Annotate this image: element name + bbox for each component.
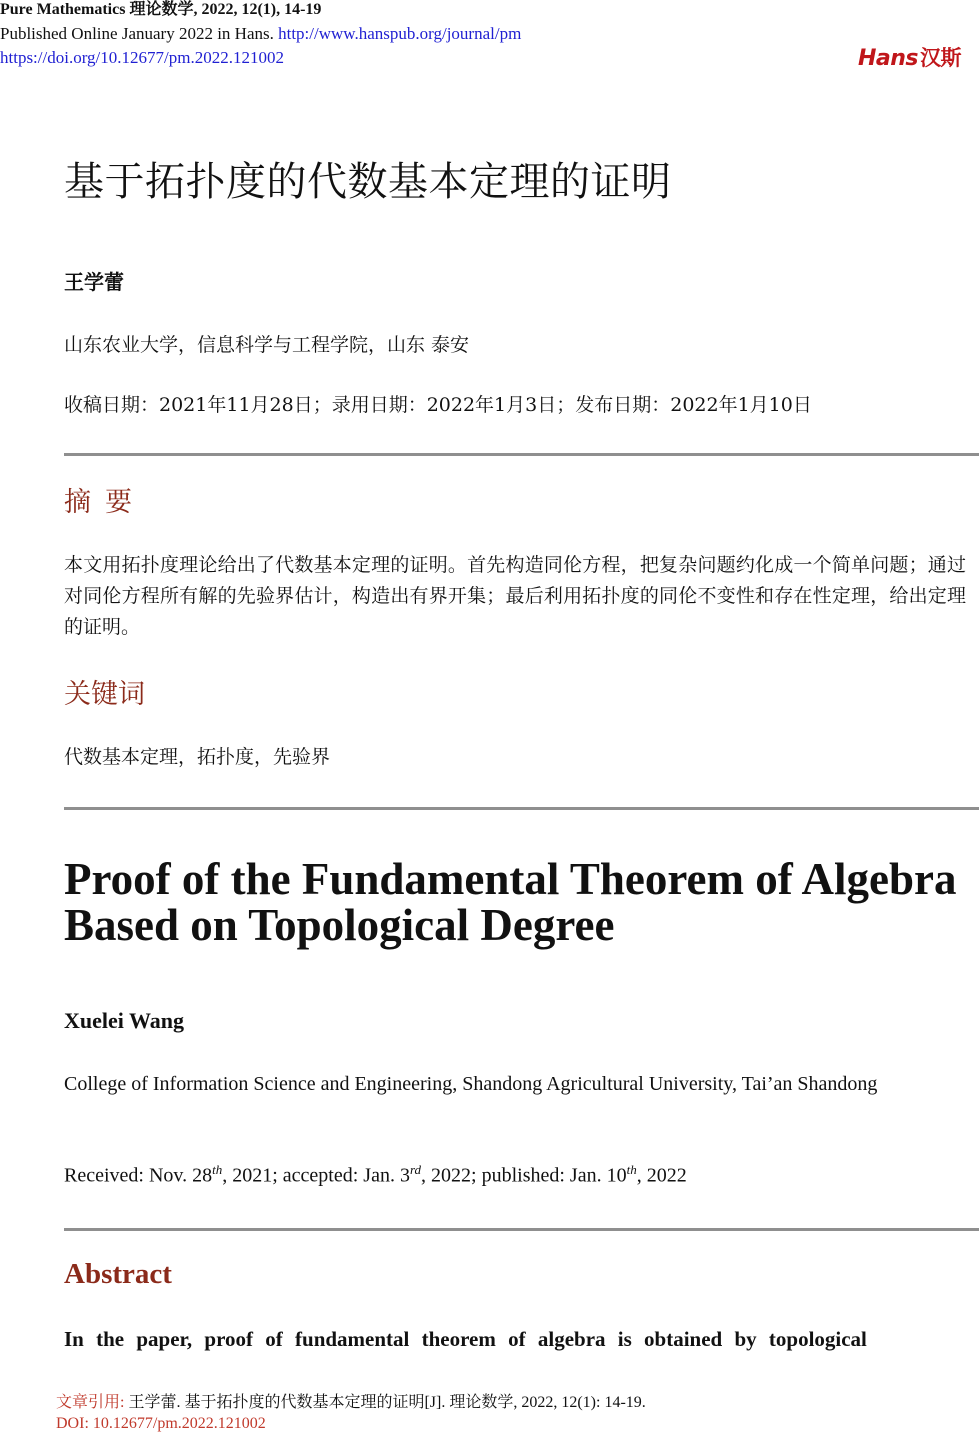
chinese-title: 基于拓扑度的代数基本定理的证明 [64,159,672,205]
citation-text: 王学蕾. 基于拓扑度的代数基本定理的证明[J]. 理论数学, 2022, 12(1): 14-19. [124,1394,646,1411]
published-text: Published Online January 2022 in Hans. [0,24,274,43]
logo-latin: Hans [857,46,918,71]
chinese-abstract-heading: 摘要 [64,487,146,518]
accepted-sup: rd [409,1162,422,1177]
english-abstract-body: In the paper, proof of fundamental theorem of algebra is obtained by topological [64,1327,867,1351]
english-title: Proof of the Fundamental Theorem of Algebra Based on Topological Degree [64,854,957,950]
published-line [0,24,521,44]
citation-label: 文章引用: [56,1394,125,1411]
journal-url-link[interactable]: http://www.hanspub.org/journal/pm [278,24,522,43]
chinese-affiliation: 山东农业大学，信息科学与工程学院，山东 泰安 [64,334,470,356]
published-year: , 2022 [636,1164,687,1187]
accepted-year: , 2022; published: Jan. 10 [421,1164,627,1187]
received-label: Received: Nov. 28 [64,1164,213,1187]
received-year: , 2021; accepted: Jan. 3 [222,1164,410,1187]
citation-line [56,1392,646,1413]
received-sup: th [212,1162,223,1177]
english-affiliation: College of Information Science and Engineering, Shandong Agricultural University, Tai’an Shandong [64,1073,878,1095]
chinese-author: 王学蕾 [64,270,124,294]
divider-rule [64,807,979,810]
chinese-keywords-heading: 关键词 [64,679,145,710]
journal-line: Pure Mathematics 理论数学, 2022, 12(1), 14-19 [0,1,322,18]
english-abstract-heading: Abstract [64,1258,172,1290]
hans-logo [858,42,961,72]
divider-rule [64,1228,979,1231]
chinese-keywords: 代数基本定理，拓扑度，先验界 [64,746,331,768]
citation-footer [56,1392,646,1434]
footer-doi[interactable]: DOI: 10.12677/pm.2022.121002 [56,1415,266,1432]
chinese-abstract-body: 本文用拓扑度理论给出了代数基本定理的证明。首先构造同伦方程，把复杂问题约化成一个简单问题；通过对同伦方程所有解的先验界估计，构造出有界开集；最后利用拓扑度的同伦不变性和存在性定理，给出定理的证明。 [64,554,966,638]
doi-url-link[interactable]: https://doi.org/10.12677/pm.2022.121002 [0,48,284,67]
english-dates [64,1162,687,1188]
chinese-dates: 收稿日期：2021年11月28日；录用日期：2022年1月3日；发布日期：2022年1月10日 [64,394,812,416]
english-author: Xuelei Wang [64,1008,185,1033]
divider-rule [64,453,979,456]
logo-cn: 汉斯 [920,46,961,70]
published-sup: th [626,1162,637,1177]
